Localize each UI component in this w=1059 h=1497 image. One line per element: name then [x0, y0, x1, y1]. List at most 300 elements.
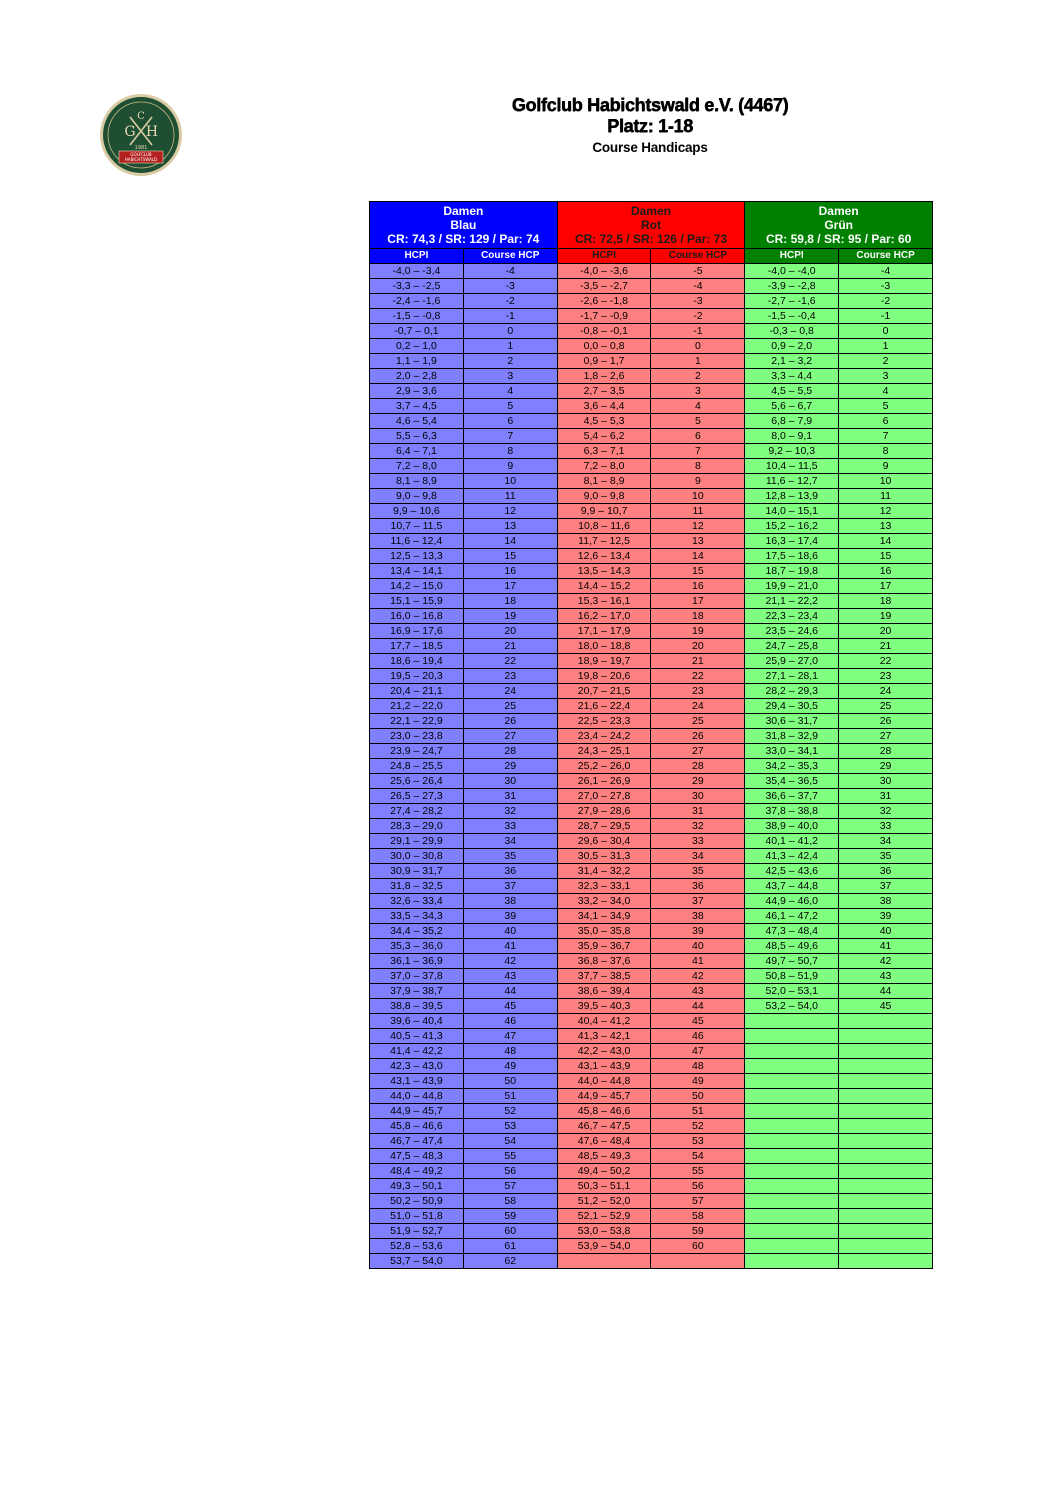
- cell-coursehcp-blue: 49: [463, 1059, 557, 1074]
- cell-coursehcp-blue: 31: [463, 789, 557, 804]
- cell-coursehcp-blue: 58: [463, 1194, 557, 1209]
- cell-hcpi-blue: 30,0 – 30,8: [370, 849, 464, 864]
- table-row: [370, 474, 933, 489]
- cell-hcpi-green: -0,3 – 0,8: [745, 324, 839, 339]
- cell-hcpi-green: 53,2 – 54,0: [745, 999, 839, 1014]
- cell-hcpi-red: 6,3 – 7,1: [557, 444, 651, 459]
- cell-coursehcp-red: 6: [651, 429, 745, 444]
- table-row: [370, 1029, 933, 1044]
- cell-coursehcp-blue: 0: [463, 324, 557, 339]
- cell-coursehcp-green: 18: [839, 594, 933, 609]
- tee-header-green: [745, 202, 933, 249]
- cell-coursehcp-green: -3: [839, 279, 933, 294]
- table-row: [370, 279, 933, 294]
- cell-coursehcp-red: 10: [651, 489, 745, 504]
- table-row: [370, 864, 933, 879]
- cell-hcpi-green: 5,6 – 6,7: [745, 399, 839, 414]
- col-header-coursehcp-blue: Course HCP: [463, 249, 557, 264]
- cell-hcpi-blue: 30,9 – 31,7: [370, 864, 464, 879]
- cell-hcpi-green: [745, 1059, 839, 1074]
- cell-hcpi-green: 47,3 – 48,4: [745, 924, 839, 939]
- table-row: [370, 924, 933, 939]
- cell-hcpi-green: 22,3 – 23,4: [745, 609, 839, 624]
- cell-coursehcp-green: 38: [839, 894, 933, 909]
- cell-coursehcp-red: -1: [651, 324, 745, 339]
- cell-hcpi-red: 18,0 – 18,8: [557, 639, 651, 654]
- cell-coursehcp-blue: -1: [463, 309, 557, 324]
- cell-coursehcp-red: 57: [651, 1194, 745, 1209]
- cell-hcpi-green: [745, 1149, 839, 1164]
- table-row: [370, 954, 933, 969]
- cell-hcpi-red: 5,4 – 6,2: [557, 429, 651, 444]
- cell-hcpi-red: 28,7 – 29,5: [557, 819, 651, 834]
- table-row: [370, 714, 933, 729]
- cell-coursehcp-blue: 28: [463, 744, 557, 759]
- cell-coursehcp-blue: 59: [463, 1209, 557, 1224]
- cell-hcpi-red: 9,9 – 10,7: [557, 504, 651, 519]
- cell-coursehcp-green: 23: [839, 669, 933, 684]
- cell-hcpi-red: 48,5 – 49,3: [557, 1149, 651, 1164]
- cell-coursehcp-red: 59: [651, 1224, 745, 1239]
- table-row: [370, 819, 933, 834]
- cell-hcpi-blue: 25,6 – 26,4: [370, 774, 464, 789]
- course-title: Platz: 1-18: [607, 116, 693, 136]
- cell-hcpi-green: 15,2 – 16,2: [745, 519, 839, 534]
- cell-hcpi-green: 33,0 – 34,1: [745, 744, 839, 759]
- cell-coursehcp-blue: 45: [463, 999, 557, 1014]
- cell-hcpi-blue: 51,9 – 52,7: [370, 1224, 464, 1239]
- cell-hcpi-blue: -3,3 – -2,5: [370, 279, 464, 294]
- cell-hcpi-blue: 23,0 – 23,8: [370, 729, 464, 744]
- cell-hcpi-green: 29,4 – 30,5: [745, 699, 839, 714]
- cell-coursehcp-blue: 35: [463, 849, 557, 864]
- cell-coursehcp-blue: 53: [463, 1119, 557, 1134]
- tee-red-name: Rot: [640, 218, 661, 232]
- cell-hcpi-red: 13,5 – 14,3: [557, 564, 651, 579]
- table-row: [370, 1074, 933, 1089]
- cell-coursehcp-red: 5: [651, 414, 745, 429]
- cell-coursehcp-red: 30: [651, 789, 745, 804]
- cell-hcpi-green: 16,3 – 17,4: [745, 534, 839, 549]
- cell-coursehcp-red: 9: [651, 474, 745, 489]
- cell-coursehcp-blue: 43: [463, 969, 557, 984]
- cell-hcpi-blue: 41,4 – 42,2: [370, 1044, 464, 1059]
- cell-coursehcp-red: 39: [651, 924, 745, 939]
- cell-hcpi-red: 31,4 – 32,2: [557, 864, 651, 879]
- cell-coursehcp-blue: -3: [463, 279, 557, 294]
- cell-hcpi-red: 18,9 – 19,7: [557, 654, 651, 669]
- cell-coursehcp-green: 41: [839, 939, 933, 954]
- cell-hcpi-green: 4,5 – 5,5: [745, 384, 839, 399]
- cell-coursehcp-green: 1: [839, 339, 933, 354]
- cell-coursehcp-green: 37: [839, 879, 933, 894]
- cell-coursehcp-blue: 38: [463, 894, 557, 909]
- cell-coursehcp-green: 5: [839, 399, 933, 414]
- cell-hcpi-green: 41,3 – 42,4: [745, 849, 839, 864]
- cell-hcpi-blue: 35,3 – 36,0: [370, 939, 464, 954]
- cell-coursehcp-red: [651, 1254, 745, 1269]
- column-header-row: [370, 249, 933, 264]
- cell-hcpi-green: [745, 1029, 839, 1044]
- cell-hcpi-green: 50,8 – 51,9: [745, 969, 839, 984]
- cell-coursehcp-red: 40: [651, 939, 745, 954]
- cell-hcpi-blue: 3,7 – 4,5: [370, 399, 464, 414]
- cell-coursehcp-red: 42: [651, 969, 745, 984]
- cell-coursehcp-red: 35: [651, 864, 745, 879]
- cell-hcpi-green: 25,9 – 27,0: [745, 654, 839, 669]
- cell-hcpi-blue: -2,4 – -1,6: [370, 294, 464, 309]
- table-row: [370, 1089, 933, 1104]
- cell-coursehcp-red: 37: [651, 894, 745, 909]
- cell-hcpi-red: 51,2 – 52,0: [557, 1194, 651, 1209]
- cell-coursehcp-red: 28: [651, 759, 745, 774]
- cell-hcpi-red: 29,6 – 30,4: [557, 834, 651, 849]
- cell-hcpi-blue: 19,5 – 20,3: [370, 669, 464, 684]
- tee-red-gender: Damen: [630, 204, 671, 218]
- cell-coursehcp-red: 51: [651, 1104, 745, 1119]
- tee-blue-rating: CR: 74,3 / SR: 129 / Par: 74: [387, 232, 540, 246]
- table-row: [370, 969, 933, 984]
- cell-coursehcp-red: 8: [651, 459, 745, 474]
- cell-hcpi-blue: 44,0 – 44,8: [370, 1089, 464, 1104]
- cell-coursehcp-blue: 51: [463, 1089, 557, 1104]
- cell-coursehcp-blue: 50: [463, 1074, 557, 1089]
- cell-coursehcp-red: 15: [651, 564, 745, 579]
- col-header-coursehcp-green: Course HCP: [839, 249, 933, 264]
- table-row: [370, 1119, 933, 1134]
- logo-banner-line1: GOLFCLUB: [130, 152, 152, 157]
- cell-coursehcp-blue: 47: [463, 1029, 557, 1044]
- cell-hcpi-green: 23,5 – 24,6: [745, 624, 839, 639]
- cell-hcpi-blue: -1,5 – -0,8: [370, 309, 464, 324]
- cell-hcpi-red: 22,5 – 23,3: [557, 714, 651, 729]
- cell-hcpi-red: 45,8 – 46,6: [557, 1104, 651, 1119]
- cell-coursehcp-green: 16: [839, 564, 933, 579]
- cell-hcpi-green: 19,9 – 21,0: [745, 579, 839, 594]
- cell-hcpi-blue: 28,3 – 29,0: [370, 819, 464, 834]
- tee-blue-gender: Damen: [443, 204, 484, 218]
- cell-hcpi-blue: 44,9 – 45,7: [370, 1104, 464, 1119]
- cell-coursehcp-red: -5: [651, 264, 745, 279]
- cell-hcpi-green: 17,5 – 18,6: [745, 549, 839, 564]
- cell-hcpi-red: 16,2 – 17,0: [557, 609, 651, 624]
- cell-coursehcp-blue: 7: [463, 429, 557, 444]
- cell-coursehcp-blue: 14: [463, 534, 557, 549]
- tee-header-row: [370, 202, 933, 249]
- cell-coursehcp-red: 27: [651, 744, 745, 759]
- cell-coursehcp-red: 60: [651, 1239, 745, 1254]
- cell-hcpi-blue: 32,6 – 33,4: [370, 894, 464, 909]
- cell-coursehcp-blue: 8: [463, 444, 557, 459]
- cell-coursehcp-blue: 44: [463, 984, 557, 999]
- cell-coursehcp-blue: 23: [463, 669, 557, 684]
- cell-hcpi-red: 24,3 – 25,1: [557, 744, 651, 759]
- cell-coursehcp-red: 43: [651, 984, 745, 999]
- cell-hcpi-green: 46,1 – 47,2: [745, 909, 839, 924]
- cell-coursehcp-blue: 29: [463, 759, 557, 774]
- cell-hcpi-blue: 37,0 – 37,8: [370, 969, 464, 984]
- col-header-coursehcp-red: Course HCP: [651, 249, 745, 264]
- cell-coursehcp-green: 21: [839, 639, 933, 654]
- cell-coursehcp-red: 25: [651, 714, 745, 729]
- cell-coursehcp-blue: 3: [463, 369, 557, 384]
- cell-hcpi-blue: 17,7 – 18,5: [370, 639, 464, 654]
- cell-coursehcp-blue: 10: [463, 474, 557, 489]
- cell-hcpi-red: 21,6 – 22,4: [557, 699, 651, 714]
- cell-hcpi-blue: 12,5 – 13,3: [370, 549, 464, 564]
- cell-hcpi-green: 2,1 – 3,2: [745, 354, 839, 369]
- cell-coursehcp-red: 29: [651, 774, 745, 789]
- cell-coursehcp-green: [839, 1119, 933, 1134]
- cell-coursehcp-red: 46: [651, 1029, 745, 1044]
- cell-hcpi-red: -4,0 – -3,6: [557, 264, 651, 279]
- cell-coursehcp-blue: 15: [463, 549, 557, 564]
- cell-hcpi-blue: 22,1 – 22,9: [370, 714, 464, 729]
- cell-hcpi-red: 1,8 – 2,6: [557, 369, 651, 384]
- cell-hcpi-blue: 6,4 – 7,1: [370, 444, 464, 459]
- cell-coursehcp-red: 7: [651, 444, 745, 459]
- cell-coursehcp-red: 14: [651, 549, 745, 564]
- cell-coursehcp-blue: 48: [463, 1044, 557, 1059]
- cell-hcpi-green: -4,0 – -4,0: [745, 264, 839, 279]
- cell-hcpi-blue: 2,0 – 2,8: [370, 369, 464, 384]
- cell-hcpi-blue: 33,5 – 34,3: [370, 909, 464, 924]
- table-row: [370, 534, 933, 549]
- table-row: [370, 699, 933, 714]
- cell-hcpi-red: 33,2 – 34,0: [557, 894, 651, 909]
- table-row: [370, 684, 933, 699]
- cell-hcpi-blue: 53,7 – 54,0: [370, 1254, 464, 1269]
- tee-green-rating: CR: 59,8 / SR: 95 / Par: 60: [765, 232, 912, 246]
- cell-hcpi-red: 39,5 – 40,3: [557, 999, 651, 1014]
- cell-hcpi-red: 38,6 – 39,4: [557, 984, 651, 999]
- cell-coursehcp-green: 31: [839, 789, 933, 804]
- cell-hcpi-blue: 52,8 – 53,6: [370, 1239, 464, 1254]
- cell-hcpi-red: 41,3 – 42,1: [557, 1029, 651, 1044]
- cell-hcpi-red: 50,3 – 51,1: [557, 1179, 651, 1194]
- cell-coursehcp-red: 54: [651, 1149, 745, 1164]
- cell-coursehcp-red: 48: [651, 1059, 745, 1074]
- cell-coursehcp-green: 0: [839, 324, 933, 339]
- cell-hcpi-red: -1,7 – -0,9: [557, 309, 651, 324]
- cell-hcpi-blue: 37,9 – 38,7: [370, 984, 464, 999]
- cell-hcpi-green: [745, 1104, 839, 1119]
- cell-hcpi-blue: 11,6 – 12,4: [370, 534, 464, 549]
- cell-coursehcp-red: -3: [651, 294, 745, 309]
- cell-coursehcp-red: -4: [651, 279, 745, 294]
- table-row: [370, 444, 933, 459]
- table-row: [370, 939, 933, 954]
- cell-hcpi-red: 30,5 – 31,3: [557, 849, 651, 864]
- cell-hcpi-red: 44,0 – 44,8: [557, 1074, 651, 1089]
- cell-hcpi-blue: 40,5 – 41,3: [370, 1029, 464, 1044]
- cell-hcpi-red: -2,6 – -1,8: [557, 294, 651, 309]
- cell-hcpi-red: 27,0 – 27,8: [557, 789, 651, 804]
- table-row: [370, 579, 933, 594]
- cell-hcpi-blue: 39,6 – 40,4: [370, 1014, 464, 1029]
- cell-hcpi-green: 37,8 – 38,8: [745, 804, 839, 819]
- cell-coursehcp-red: 0: [651, 339, 745, 354]
- cell-coursehcp-green: [839, 1134, 933, 1149]
- cell-hcpi-red: -3,5 – -2,7: [557, 279, 651, 294]
- cell-coursehcp-red: 52: [651, 1119, 745, 1134]
- cell-coursehcp-red: 13: [651, 534, 745, 549]
- cell-hcpi-blue: 43,1 – 43,9: [370, 1074, 464, 1089]
- table-row: [370, 1194, 933, 1209]
- cell-coursehcp-green: [839, 1194, 933, 1209]
- table-row: [370, 489, 933, 504]
- cell-hcpi-blue: 23,9 – 24,7: [370, 744, 464, 759]
- cell-coursehcp-green: 10: [839, 474, 933, 489]
- cell-hcpi-blue: 9,9 – 10,6: [370, 504, 464, 519]
- cell-hcpi-green: [745, 1044, 839, 1059]
- table-row: [370, 639, 933, 654]
- cell-coursehcp-blue: 41: [463, 939, 557, 954]
- cell-hcpi-red: 12,6 – 13,4: [557, 549, 651, 564]
- cell-coursehcp-green: 29: [839, 759, 933, 774]
- cell-coursehcp-red: -2: [651, 309, 745, 324]
- cell-hcpi-green: 9,2 – 10,3: [745, 444, 839, 459]
- table-row: [370, 1014, 933, 1029]
- table-row: [370, 1059, 933, 1074]
- table-row: [370, 1104, 933, 1119]
- cell-coursehcp-red: 44: [651, 999, 745, 1014]
- cell-hcpi-blue: 13,4 – 14,1: [370, 564, 464, 579]
- table-row: [370, 984, 933, 999]
- cell-coursehcp-blue: -2: [463, 294, 557, 309]
- cell-hcpi-green: 40,1 – 41,2: [745, 834, 839, 849]
- cell-hcpi-blue: 16,0 – 16,8: [370, 609, 464, 624]
- col-header-hcpi-blue: HCPI: [370, 249, 464, 264]
- cell-coursehcp-blue: 32: [463, 804, 557, 819]
- cell-coursehcp-blue: 11: [463, 489, 557, 504]
- cell-hcpi-blue: 36,1 – 36,9: [370, 954, 464, 969]
- cell-hcpi-blue: 29,1 – 29,9: [370, 834, 464, 849]
- cell-coursehcp-green: 40: [839, 924, 933, 939]
- cell-coursehcp-green: 35: [839, 849, 933, 864]
- cell-hcpi-red: 23,4 – 24,2: [557, 729, 651, 744]
- cell-coursehcp-red: 34: [651, 849, 745, 864]
- cell-coursehcp-red: 38: [651, 909, 745, 924]
- cell-coursehcp-blue: 1: [463, 339, 557, 354]
- cell-hcpi-red: 35,9 – 36,7: [557, 939, 651, 954]
- cell-hcpi-blue: -4,0 – -3,4: [370, 264, 464, 279]
- cell-hcpi-blue: 26,5 – 27,3: [370, 789, 464, 804]
- cell-hcpi-green: [745, 1134, 839, 1149]
- cell-hcpi-green: 8,0 – 9,1: [745, 429, 839, 444]
- cell-coursehcp-red: 2: [651, 369, 745, 384]
- cell-coursehcp-red: 33: [651, 834, 745, 849]
- cell-hcpi-red: 27,9 – 28,6: [557, 804, 651, 819]
- table-row: [370, 834, 933, 849]
- cell-hcpi-green: [745, 1239, 839, 1254]
- cell-hcpi-red: 49,4 – 50,2: [557, 1164, 651, 1179]
- cell-coursehcp-red: 45: [651, 1014, 745, 1029]
- cell-hcpi-green: [745, 1074, 839, 1089]
- cell-hcpi-blue: 49,3 – 50,1: [370, 1179, 464, 1194]
- cell-coursehcp-blue: 33: [463, 819, 557, 834]
- cell-hcpi-red: 36,8 – 37,6: [557, 954, 651, 969]
- cell-coursehcp-red: 21: [651, 654, 745, 669]
- cell-coursehcp-red: 11: [651, 504, 745, 519]
- cell-hcpi-green: 43,7 – 44,8: [745, 879, 839, 894]
- cell-hcpi-red: 8,1 – 8,9: [557, 474, 651, 489]
- cell-hcpi-blue: 24,8 – 25,5: [370, 759, 464, 774]
- cell-hcpi-green: 42,5 – 43,6: [745, 864, 839, 879]
- cell-coursehcp-green: 43: [839, 969, 933, 984]
- cell-coursehcp-green: 14: [839, 534, 933, 549]
- cell-coursehcp-green: [839, 1164, 933, 1179]
- cell-coursehcp-blue: 22: [463, 654, 557, 669]
- cell-hcpi-green: 24,7 – 25,8: [745, 639, 839, 654]
- cell-hcpi-green: 49,7 – 50,7: [745, 954, 839, 969]
- cell-coursehcp-green: 6: [839, 414, 933, 429]
- cell-coursehcp-green: [839, 1179, 933, 1194]
- cell-coursehcp-blue: 39: [463, 909, 557, 924]
- cell-hcpi-green: 52,0 – 53,1: [745, 984, 839, 999]
- cell-hcpi-green: 18,7 – 19,8: [745, 564, 839, 579]
- cell-hcpi-green: [745, 1014, 839, 1029]
- tee-green-name: Grün: [824, 218, 853, 232]
- cell-coursehcp-red: 3: [651, 384, 745, 399]
- cell-coursehcp-green: 4: [839, 384, 933, 399]
- cell-coursehcp-green: 34: [839, 834, 933, 849]
- table-row: [370, 399, 933, 414]
- cell-hcpi-green: [745, 1194, 839, 1209]
- cell-hcpi-blue: 34,4 – 35,2: [370, 924, 464, 939]
- logo-banner-line2: HABICHTSWALD: [124, 157, 158, 162]
- table-row: [370, 999, 933, 1014]
- cell-hcpi-red: 0,0 – 0,8: [557, 339, 651, 354]
- table-row: [370, 264, 933, 279]
- cell-coursehcp-green: -2: [839, 294, 933, 309]
- cell-coursehcp-red: 19: [651, 624, 745, 639]
- cell-hcpi-blue: 45,8 – 46,6: [370, 1119, 464, 1134]
- cell-coursehcp-blue: 12: [463, 504, 557, 519]
- cell-coursehcp-red: 1: [651, 354, 745, 369]
- cell-hcpi-blue: 48,4 – 49,2: [370, 1164, 464, 1179]
- cell-hcpi-red: 47,6 – 48,4: [557, 1134, 651, 1149]
- cell-hcpi-red: 17,1 – 17,9: [557, 624, 651, 639]
- cell-hcpi-red: 15,3 – 16,1: [557, 594, 651, 609]
- logo-monogram-top: C: [137, 111, 145, 122]
- cell-hcpi-red: 4,5 – 5,3: [557, 414, 651, 429]
- cell-coursehcp-green: 3: [839, 369, 933, 384]
- table-row: [370, 744, 933, 759]
- cell-hcpi-green: [745, 1119, 839, 1134]
- cell-hcpi-blue: 21,2 – 22,0: [370, 699, 464, 714]
- cell-hcpi-green: 31,8 – 32,9: [745, 729, 839, 744]
- cell-coursehcp-green: -4: [839, 264, 933, 279]
- logo-monogram-left: G: [124, 124, 136, 140]
- cell-coursehcp-red: 36: [651, 879, 745, 894]
- col-header-hcpi-green: HCPI: [745, 249, 839, 264]
- tee-green-gender: Damen: [818, 204, 859, 218]
- cell-coursehcp-red: 50: [651, 1089, 745, 1104]
- cell-coursehcp-green: 28: [839, 744, 933, 759]
- cell-hcpi-green: 21,1 – 22,2: [745, 594, 839, 609]
- cell-coursehcp-red: 12: [651, 519, 745, 534]
- cell-coursehcp-green: [839, 1149, 933, 1164]
- cell-hcpi-green: -1,5 – -0,4: [745, 309, 839, 324]
- cell-coursehcp-blue: 19: [463, 609, 557, 624]
- cell-hcpi-blue: 7,2 – 8,0: [370, 459, 464, 474]
- tee-header-red: [557, 202, 745, 249]
- tee-red-rating: CR: 72,5 / SR: 126 / Par: 73: [574, 232, 728, 246]
- table-row: [370, 1149, 933, 1164]
- cell-coursehcp-blue: 27: [463, 729, 557, 744]
- cell-coursehcp-green: 9: [839, 459, 933, 474]
